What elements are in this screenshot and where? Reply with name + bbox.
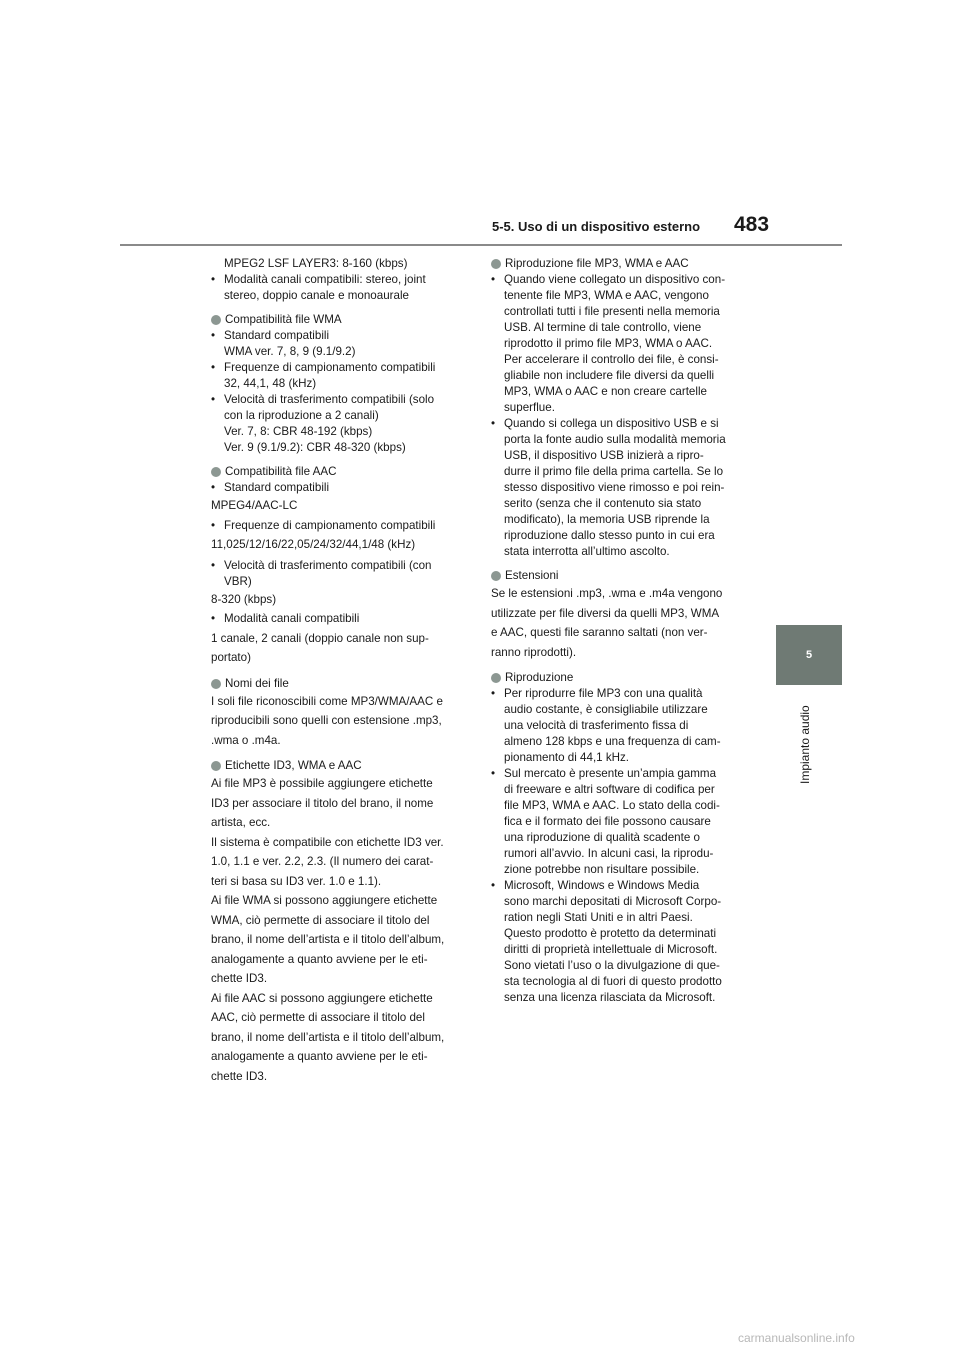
chapter-tab[interactable] xyxy=(776,625,842,685)
text-line: serito (senza che il contenuto sia stato xyxy=(504,497,702,510)
bullet-item: • Frequenze di campionamento compatibili xyxy=(211,516,467,536)
text-line: .wma o .m4a. xyxy=(211,733,281,747)
text-line: portato) xyxy=(211,651,251,664)
playback-section xyxy=(491,670,747,1006)
bullet-item: • Quando viene collegato un dispositivo con- xyxy=(491,272,747,288)
text-line: una riproduzione di qualità scadente o xyxy=(504,831,700,844)
text-line: stata interrotta all’ultimo ascolto. xyxy=(504,545,670,558)
text-line: WMA ver. 7, 8, 9 (9.1/9.2) xyxy=(224,345,356,358)
text-line: Ai file MP3 è possibile aggiungere etichette xyxy=(211,777,433,790)
text-line: analogamente a quanto avviene per le eti- xyxy=(211,1050,428,1063)
text-line: Il sistema è compatibile con etichette ID3 ver. xyxy=(211,835,444,849)
text-line: USB, il dispositivo USB inizierà a ripro- xyxy=(504,449,704,462)
section-heading: Compatibilità file WMA xyxy=(211,312,467,328)
text-line: tenente file MP3, WMA e AAC, vengono xyxy=(504,289,709,302)
left-column xyxy=(211,256,467,1094)
text-line: 1 canale, 2 canali (doppio canale non sup- xyxy=(211,631,429,645)
header-divider xyxy=(120,244,842,246)
text-line: MPEG4/AAC-LC xyxy=(211,499,298,512)
playback-mp3-section xyxy=(491,256,747,560)
text-line: brano, il nome dell’artista e il titolo dell’album, xyxy=(211,1030,445,1044)
section-heading: Etichette ID3, WMA e AAC xyxy=(211,758,467,774)
bullet-item: • Frequenze di campionamento compatibili xyxy=(211,360,467,376)
text-line: rumori all’avvio. In alcuni casi, la riprodu- xyxy=(504,847,714,860)
text-line: I soli file riconoscibili come MP3/WMA/AAC e xyxy=(211,694,443,708)
text-line: VBR) xyxy=(224,574,252,588)
text-line: diritti di proprietà intellettuale di Microsoft. xyxy=(504,943,718,956)
text-line: 8-320 (kbps) xyxy=(211,592,277,606)
text-line: controllati tutti i file presenti nella memoria xyxy=(504,305,720,318)
text-line: riproduzione dallo stesso punto in cui era xyxy=(504,529,715,542)
text-line: Se le estensioni .mp3, .wma e .m4a vengono xyxy=(491,587,723,600)
text-line: chette ID3. xyxy=(211,1069,268,1083)
bullet-item: • Velocità di trasferimento compatibili (solo xyxy=(211,392,467,408)
right-column xyxy=(491,256,747,1014)
bullet-item: • Microsoft, Windows e Windows Media xyxy=(491,878,747,894)
text-line: senza una licenza rilasciata da Microsoft. xyxy=(504,991,716,1004)
text-line: porta la fonte audio sulla modalità memoria xyxy=(504,433,726,446)
mp3-specs-continued xyxy=(211,256,467,304)
text-line: durre il primo file della prima cartella. Se lo xyxy=(504,465,724,478)
text-line: Sono vietati l’uso o la divulgazione di que- xyxy=(504,959,720,972)
wma-section xyxy=(211,312,467,456)
text-line: ranno riprodotti). xyxy=(491,645,577,659)
text-line: utilizzate per file diversi da quelli MP3, WMA xyxy=(491,606,720,620)
text-line: WMA, ciò permette di associare il titolo del xyxy=(211,913,430,927)
section-heading: Nomi dei file xyxy=(211,676,467,692)
bullet-item: • Quando si collega un dispositivo USB e si xyxy=(491,416,747,432)
text-line: Ver. 9 (9.1/9.2): CBR 48-320 (kbps) xyxy=(224,441,406,454)
bullet-item: • Standard compatibili xyxy=(211,480,467,496)
text-line: artista, ecc. xyxy=(211,816,271,829)
bullet-item: • Per riprodurre file MP3 con una qualità xyxy=(491,686,747,702)
bullet-item: • Modalità canali compatibili xyxy=(211,609,467,629)
text-line: audio costante, è consigliabile utilizzare xyxy=(504,703,708,716)
text-line: ration negli Stati Uniti e in altri Paesi. xyxy=(504,911,693,924)
text-line: AAC, ciò permette di associare il titolo del xyxy=(211,1011,425,1024)
text-line: zione potrebbe non risultare possibile. xyxy=(504,863,700,876)
bullet-item: • Velocità di trasferimento compatibili (con xyxy=(211,558,467,574)
text-line: ID3 per associare il titolo del brano, il nome xyxy=(211,796,434,810)
section-title: 5-5. Uso di un dispositivo esterno xyxy=(492,219,701,234)
text-line: analogamente a quanto avviene per le eti- xyxy=(211,952,428,966)
section-heading: Riproduzione file MP3, WMA e AAC xyxy=(491,256,747,272)
text-line: stesso dispositivo viene rimosso e poi rein- xyxy=(504,481,725,494)
page-number: 483 xyxy=(734,213,770,236)
text-line: 32, 44,1, 48 (kHz) xyxy=(224,377,317,390)
text-line: USB. Al termine di tale controllo, viene xyxy=(504,321,702,334)
text-line: riprodotto il primo file MP3, WMA o AAC. xyxy=(504,337,713,350)
text-line: MPEG2 LSF LAYER3: 8-160 (kbps) xyxy=(224,257,408,270)
text-line: modificato), la memoria USB riprende la xyxy=(504,513,710,526)
text-line: almeno 128 kbps e una frequenza di cam- xyxy=(504,735,721,748)
filenames-section xyxy=(211,676,467,751)
text-line: 11,025/12/16/22,05/24/32/44,1/48 (kHz) xyxy=(211,538,416,551)
text-line: Questo prodotto è protetto da determinati xyxy=(504,927,717,940)
text-line: superflue. xyxy=(504,401,555,414)
text-line: di freeware e altri software di codifica per xyxy=(504,783,715,796)
text-line: una velocità di trasferimento fissa di xyxy=(504,719,689,732)
text-line: file MP3, WMA e AAC. Lo stato della codi- xyxy=(504,799,720,812)
footer-watermark[interactable]: carmanualsonline.info xyxy=(738,1331,855,1345)
text-line: con la riproduzione a 2 canali) xyxy=(224,409,379,422)
text-line: e AAC, questi file saranno saltati (non ver- xyxy=(491,626,708,639)
text-line: stereo, doppio canale e monoaurale xyxy=(224,289,409,302)
text-line: MP3, WMA o AAC e non creare cartelle xyxy=(504,385,707,398)
text-line: sono marchi depositati di Microsoft Corpo- xyxy=(504,895,722,908)
text-line: riproducibili sono quelli con estensione .mp3, xyxy=(211,714,442,727)
text-line: Ver. 7, 8: CBR 48-192 (kbps) xyxy=(224,425,373,438)
text-line: Ai file WMA si possono aggiungere etichette xyxy=(211,894,438,907)
text-line: brano, il nome dell’artista e il titolo dell’album, xyxy=(211,933,445,946)
text-line: teri si basa su ID3 ver. 1.0 e 1.1). xyxy=(211,874,382,888)
section-heading: Riproduzione xyxy=(491,670,747,686)
extensions-section xyxy=(491,568,747,662)
id3-section xyxy=(211,758,467,1086)
text-line: Ai file AAC si possono aggiungere etichette xyxy=(211,991,433,1005)
section-heading: Estensioni xyxy=(491,568,747,584)
bullet-item: • Standard compatibili xyxy=(211,328,467,344)
chapter-tab-number: 5 xyxy=(805,649,813,661)
text-line: sta tecnologia al di fuori di questo prodotto xyxy=(504,975,722,988)
text-line: Per accelerare il controllo dei file, è consi- xyxy=(504,353,719,366)
text-line: gliabile non includere file diversi da quelli xyxy=(504,369,715,382)
text-line: pionamento di 44,1 kHz. xyxy=(504,751,630,764)
bullet-item: • Sul mercato è presente un’ampia gamma xyxy=(491,766,747,782)
text-line: chette ID3. xyxy=(211,972,268,985)
section-heading: Compatibilità file AAC xyxy=(211,464,467,480)
chapter-side-label: Impianto audio xyxy=(798,705,812,784)
bullet-item: • Modalità canali compatibili: stereo, joint xyxy=(211,272,467,288)
text-line: 1.0, 1.1 e ver. 2.2, 2.3. (Il numero dei carat- xyxy=(211,855,434,868)
text-line: fica e il formato dei file possono causare xyxy=(504,815,711,828)
aac-section xyxy=(211,464,467,668)
